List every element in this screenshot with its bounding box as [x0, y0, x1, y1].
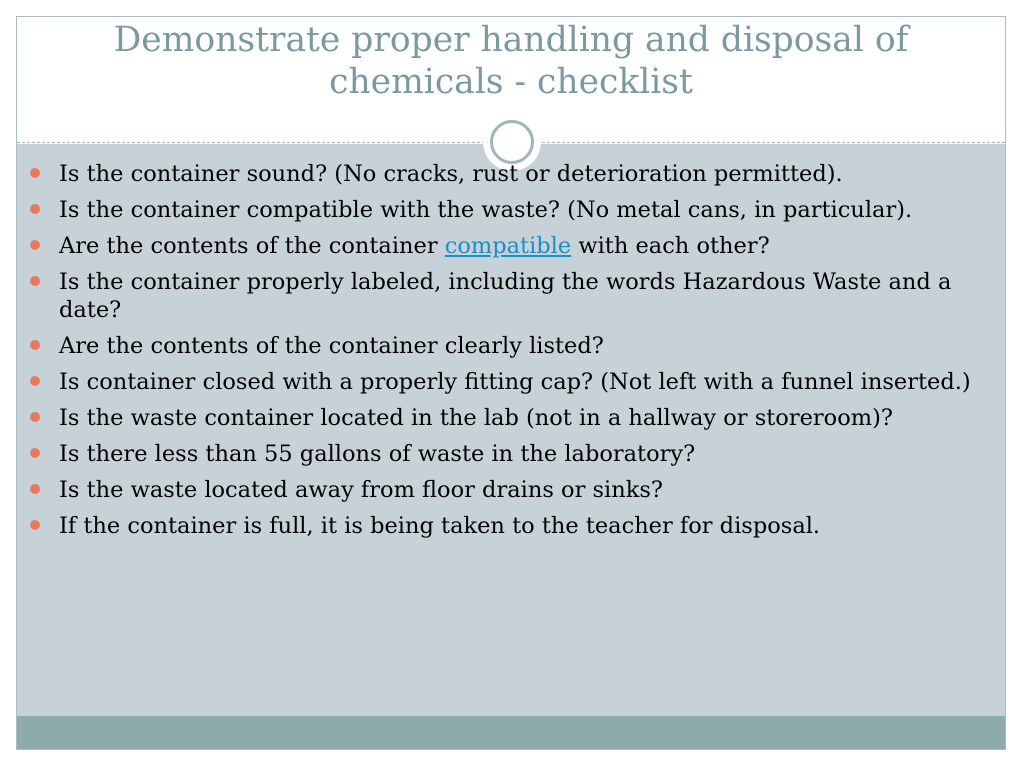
- bullet-dot-icon: [30, 340, 40, 350]
- checklist-item-text-after: with each other?: [571, 233, 770, 259]
- checklist-item-text: Are the contents of the container clearly listed?: [59, 333, 604, 359]
- bullet-dot-icon: [30, 376, 40, 386]
- bullet-dot-icon: [30, 276, 40, 286]
- bullet-dot-icon: [30, 240, 40, 250]
- checklist-item: [30, 512, 980, 540]
- checklist-item-text: Is the container compatible with the waste? (No metal cans, in particular).: [59, 197, 913, 223]
- footer-band: [17, 716, 1005, 750]
- checklist-item: [30, 196, 980, 224]
- checklist-item: [30, 440, 980, 468]
- checklist-item-text: If the container is full, it is being taken to the teacher for disposal.: [59, 513, 821, 539]
- bullet-dot-icon: [30, 484, 40, 494]
- checklist-item: [30, 160, 980, 188]
- circle-ring: [490, 120, 534, 164]
- checklist-item: [30, 232, 980, 260]
- checklist-item: [30, 332, 980, 360]
- checklist-item: [30, 368, 980, 396]
- bullet-dot-icon: [30, 412, 40, 422]
- checklist-item-text: Is container closed with a properly fitting cap? (Not left with a funnel inserted.): [59, 369, 971, 395]
- checklist-item-text: Is there less than 55 gallons of waste in the laboratory?: [59, 441, 696, 467]
- slide-title: Demonstrate proper handling and disposal of chemicals - checklist: [113, 20, 909, 102]
- checklist-item-text: Is the waste located away from floor drains or sinks?: [59, 477, 663, 503]
- checklist-item-text: Is the waste container located in the lab (not in a hallway or storeroom)?: [59, 405, 893, 431]
- bullet-dot-icon: [30, 204, 40, 214]
- checklist-item-text-before: Are the contents of the container: [59, 233, 445, 259]
- checklist-item-text: Is the container properly labeled, including the words Hazardous Waste and a date?: [59, 269, 952, 323]
- compatible-link[interactable]: compatible: [444, 233, 572, 259]
- checklist-item: [30, 476, 980, 504]
- checklist-item-text: Is the container sound? (No cracks, rust or deterioration permitted).: [59, 161, 843, 187]
- bullet-dot-icon: [30, 168, 40, 178]
- bullet-dot-icon: [30, 448, 40, 458]
- checklist: [30, 160, 980, 548]
- checklist-item: [30, 404, 980, 432]
- checklist-item: [30, 268, 980, 324]
- bullet-dot-icon: [30, 520, 40, 530]
